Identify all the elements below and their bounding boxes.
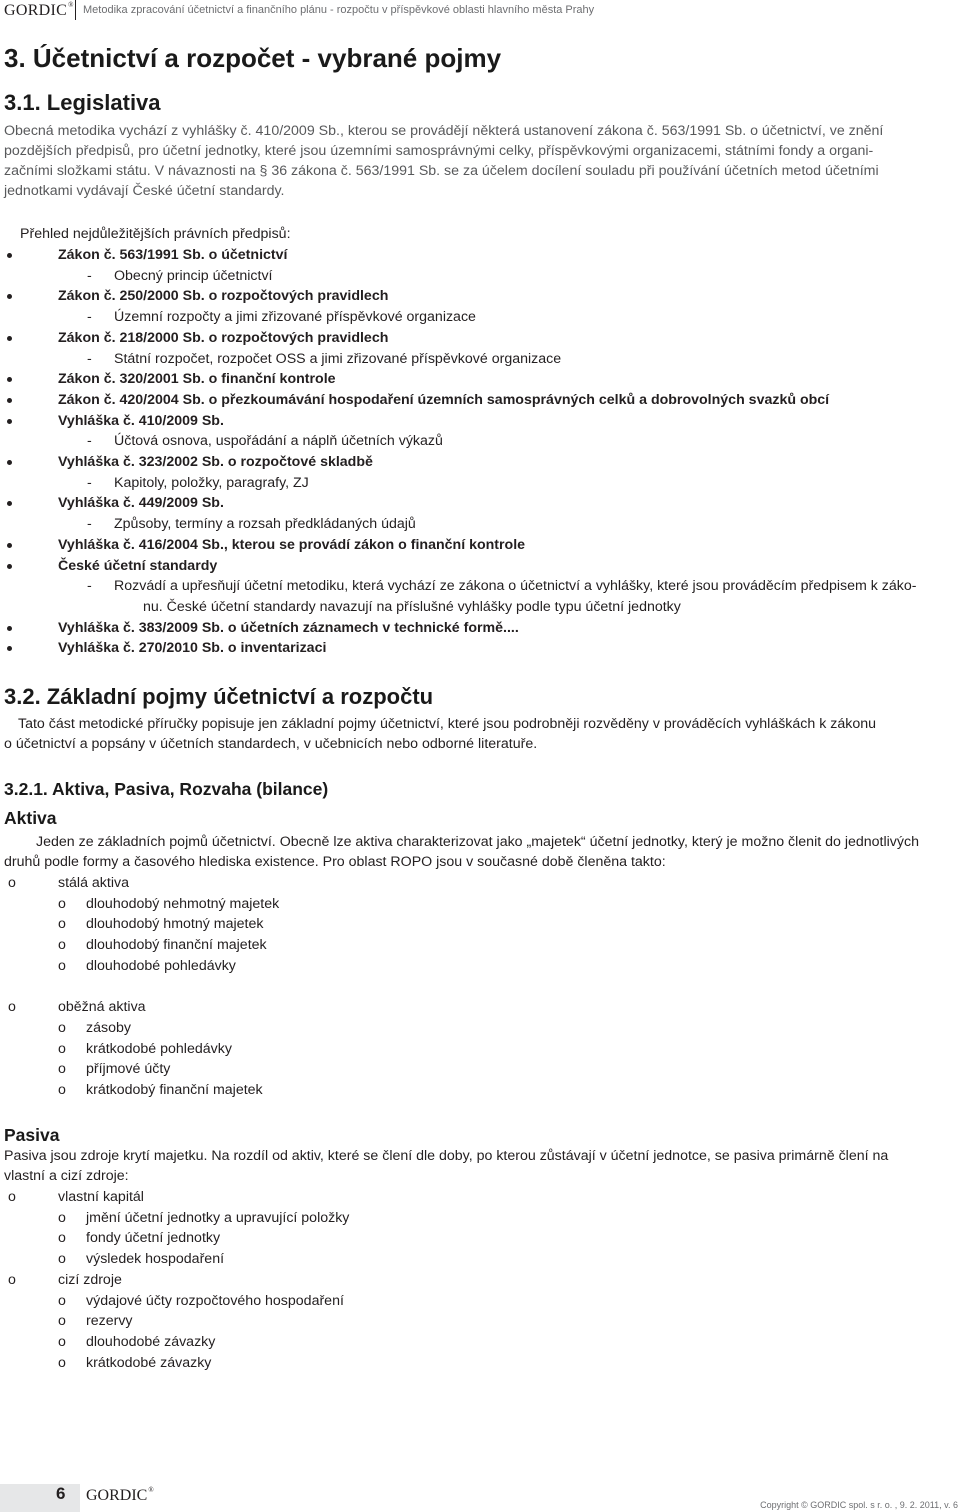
list-marker: o [58,1333,66,1350]
list-marker: o [58,1354,66,1371]
list-item: rezervy [86,1313,133,1330]
list-item: krátkodobý finanční majetek [86,1082,263,1098]
dash-marker: - [87,474,92,491]
pasiva-heading: Pasiva [4,1125,60,1145]
list-marker: o [58,1082,66,1098]
bullet-icon [7,377,12,382]
law-description: Rozvádí a upřesňují účetní metodiku, která vychází ze zákona o účetnictví a vyhlášky, které jsou prováděcím předpisem k záko- [114,578,917,595]
section-title-legislativa: 3.1. Legislativa [4,90,161,115]
bullet-icon [7,501,12,506]
law-description: Státní rozpočet, rozpočet OSS a jimi zřizované příspěvkové organizace [114,350,562,367]
paragraph-line: Jeden ze základních pojmů účetnictví. Obecně lze aktiva charakterizovat jako „majetek“ účetní jednotky, který je možno členit do jednotlivých [36,834,919,850]
dash-marker: - [87,433,92,450]
list-item: krátkodobé pohledávky [86,1040,232,1057]
list-item: krátkodobé závazky [86,1354,212,1371]
list-marker: o [58,1019,66,1036]
law-title: Vyhláška č. 270/2010 Sb. o inventarizaci [58,640,327,657]
list-item: výsledek hospodaření [86,1251,225,1268]
header-title: Metodika zpracování účetnictví a finančního plánu - rozpočtu v příspěvkové oblasti hlavního města Prahy [83,4,595,16]
law-description: Účtová osnova, uspořádání a náplň účetních výkazů [114,433,443,450]
law-description: Způsoby, termíny a rozsah předkládaných údajů [114,516,416,533]
law-title: Vyhláška č. 449/2009 Sb. [58,495,224,512]
list-marker: o [58,916,66,933]
law-title: Zákon č. 320/2001 Sb. o finanční kontrole [58,371,336,388]
subsection-title-aktiva-pasiva: 3.2.1. Aktiva, Pasiva, Rozvaha (bilance) [4,779,329,799]
list-item: dlouhodobé závazky [86,1333,216,1350]
bullet-icon [7,543,12,548]
bullet-icon [7,419,12,424]
paragraph-line: Pasiva jsou zdroje krytí majetku. Na rozdíl od aktiv, které se člení dle doby, po kterou zůstávají v účetní jednotce, se pasiva primárně člení na [4,1148,889,1164]
dash-marker: - [87,578,92,595]
group-label: vlastní kapitál [58,1189,144,1205]
law-title: České účetní standardy [58,557,218,574]
footer-gordic-logo: GORDIC® [86,1486,154,1504]
footer-bar [0,1484,80,1512]
list-marker: o [58,957,66,974]
law-title: Zákon č. 563/1991 Sb. o účetnictví [58,247,288,263]
law-title: Vyhláška č. 383/2009 Sb. o účetních záznamech v technické formě.... [58,619,519,636]
group-label: stálá aktiva [58,875,129,891]
paragraph-line: pozdějších předpisů, pro účetní jednotky, které jsou územními samosprávnými celky, příspěvkovými organizacemi, státními fondy a organi- [4,143,874,159]
law-title: Zákon č. 218/2000 Sb. o rozpočtových pravidlech [58,329,389,346]
pasiva-paragraph [4,1146,888,1186]
list-item: jmění účetní jednotky a upravující položky [86,1209,350,1226]
bullet-icon [7,564,12,569]
list-marker: o [58,1313,66,1330]
list-item: příjmové účty [86,1061,171,1078]
list-marker: o [58,1209,66,1226]
list-item: dlouhodobý hmotný majetek [86,916,264,933]
bullet-icon [7,336,12,341]
list-item: dlouhodobý finanční majetek [86,937,267,954]
bullet-icon [7,646,12,651]
list-marker: o [8,999,16,1016]
paragraph-line: začními složkami státu. V návaznosti na § 36 zákona č. 563/1991 Sb. se za účelem docílení souladu při používání účetních metod účetními [4,163,879,179]
list-marker: o [58,1040,66,1057]
copyright-text: Copyright © GORDIC spol. s r. o. , 9. 2. 2011, v. 6 [760,1500,958,1510]
law-title: Vyhláška č. 416/2004 Sb., kterou se provádí zákon o finanční kontrole [58,536,526,553]
dash-marker: - [87,516,92,533]
list-marker: o [58,1292,66,1309]
gordic-logo: GORDIC® [4,1,74,19]
zakladni-pojmy-intro [4,714,876,754]
dash-marker: - [87,267,92,284]
bullet-icon [7,398,12,403]
list-marker: o [8,1189,16,1205]
bullet-icon [7,294,12,299]
list-marker: o [58,937,66,954]
dash-marker: - [87,350,92,367]
group-label: cizí zdroje [58,1271,122,1288]
law-title: Vyhláška č. 323/2002 Sb. o rozpočtové skladbě [58,454,373,470]
header-divider [75,0,76,20]
list-marker: o [58,1061,66,1078]
list-marker: o [58,895,66,912]
list-marker: o [58,1230,66,1247]
aktiva-paragraph [4,832,919,872]
list-marker: o [8,875,16,891]
legislativa-intro [4,121,883,201]
paragraph-line: druhů podle formy a časového hlediska existence. Pro oblast ROPO jsou v současné době členěna takto: [4,854,666,870]
paragraph-line: vlastní a cizí zdroje: [4,1168,129,1184]
group-label: oběžná aktiva [58,999,146,1016]
law-title: Zákon č. 250/2000 Sb. o rozpočtových pravidlech [58,288,389,305]
paragraph-line: Tato část metodické příručky popisuje jen základní pojmy účetnictví, které jsou podrobněji rozvěděny v prováděcích vyhláškách k zákonu [18,716,876,732]
paragraph-line: jednotkami vydávají České účetní standardy. [4,183,285,199]
aktiva-heading: Aktiva [4,808,57,828]
section-title-zakladni-pojmy: 3.2. Základní pojmy účetnictví a rozpočtu [4,684,434,709]
bullet-icon [7,253,12,258]
dash-marker: - [87,309,92,326]
overview-label: Přehled nejdůležitějších právních předpisů: [20,226,291,242]
list-item: dlouhodobé pohledávky [86,957,236,974]
paragraph-line: Obecná metodika vychází z vyhlášky č. 410/2009 Sb., kterou se provádějí některá ustanovení zákona č. 563/1991 Sb. o účetnictví, ve znění [4,123,884,139]
bullet-icon [7,460,12,465]
law-description: Kapitoly, položky, paragrafy, ZJ [114,474,309,491]
bullet-icon [7,626,12,631]
list-item: fondy účetní jednotky [86,1230,221,1247]
page-number: 6 [56,1484,66,1503]
law-description: Obecný princip účetnictví [114,267,273,284]
list-item: dlouhodobý nehmotný majetek [86,895,280,912]
law-description: nu. České účetní standardy navazují na příslušné vyhlášky podle typu účetní jednotky [143,598,681,615]
list-marker: o [8,1271,16,1288]
page-header [0,0,960,22]
list-item: zásoby [86,1019,131,1036]
law-title: Vyhláška č. 410/2009 Sb. [58,412,224,429]
chapter-title: 3. Účetnictví a rozpočet - vybrané pojmy [4,43,502,73]
list-marker: o [58,1251,66,1268]
law-title: Zákon č. 420/2004 Sb. o přezkoumávání hospodaření územních samosprávných celků a dobrovolných svazků obcí [58,391,830,408]
list-item: výdajové účty rozpočtového hospodaření [86,1292,344,1309]
paragraph-line: o účetnictví a popsány v účetních standardech, v učebnicích nebo odborné literatuře. [4,736,538,752]
law-description: Územní rozpočty a jimi zřizované příspěvkové organizace [114,309,476,326]
